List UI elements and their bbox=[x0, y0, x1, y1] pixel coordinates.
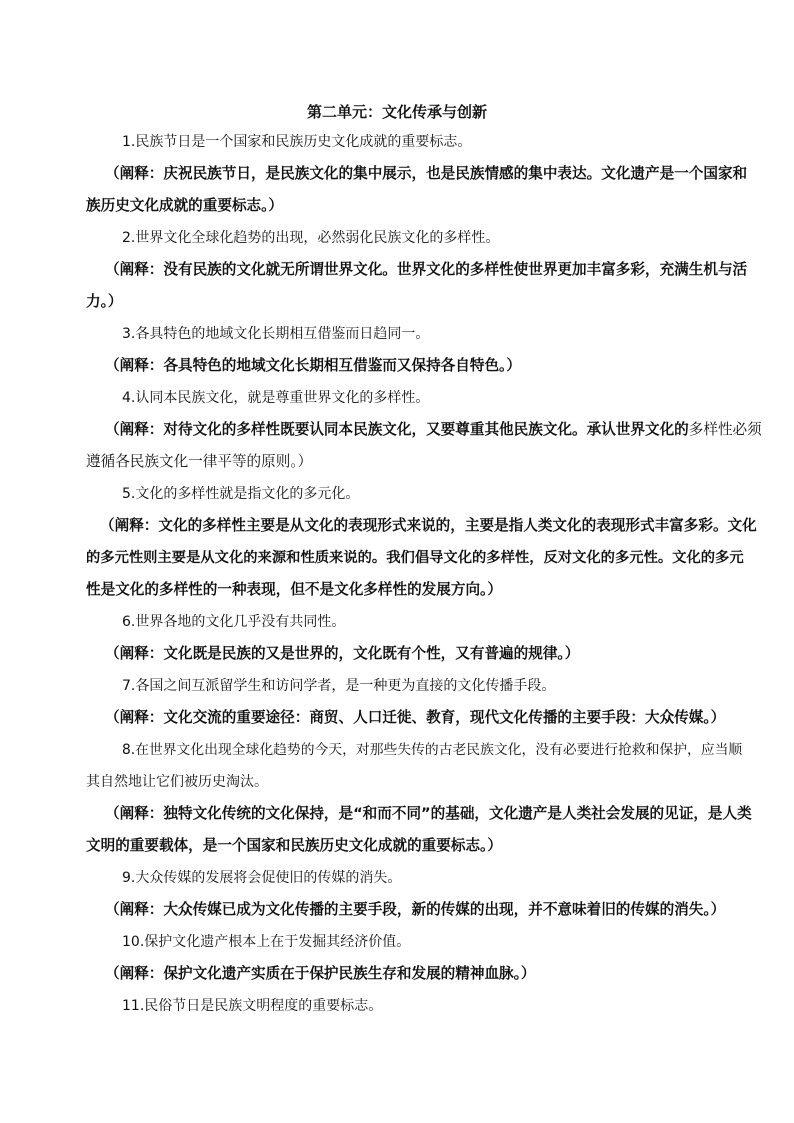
question-2: 2.世界文化全球化趋势的出现，必然弱化民族文化的多样性。 bbox=[122, 230, 500, 246]
question-1: 1.民族节日是一个国家和民族历史文化成就的重要标志。 bbox=[122, 134, 472, 150]
explanation-3: （阐释：各具特色的地域文化长期相互借鉴而又保持各自特色。） bbox=[105, 357, 521, 374]
question-5: 5.文化的多样性就是指文化的多元化。 bbox=[122, 486, 360, 502]
explanation-4-line-1 bbox=[105, 419, 762, 441]
explanation-10: （阐释：保护文化遗产实质在于保护民族生存和发展的精神血脉。） bbox=[105, 965, 536, 982]
question-11: 11.民俗节日是民族文明程度的重要标志。 bbox=[122, 998, 383, 1014]
explanation-1-line-2: 族历史文化成就的重要标志。） bbox=[86, 197, 284, 214]
question-10: 10.保护文化遗产根本上在于发掘其经济价值。 bbox=[122, 934, 411, 950]
question-8-line-1: 8.在世界文化出现全球化趋势的今天，对那些失传的古老民族文化，没有必要进行抢救和保护，应当顺 bbox=[122, 742, 743, 758]
explanation-4-line-2: 遵循各民族文化一律平等的原则。） bbox=[86, 453, 313, 470]
question-3: 3.各具特色的地域文化长期相互借鉴而日趋同一。 bbox=[122, 326, 430, 342]
explanation-2-line-2: 力。） bbox=[86, 293, 123, 310]
page-title: 第二单元：文化传承与创新 bbox=[306, 103, 487, 121]
question-8-line-2: 其自然地让它们被历史淘汰。 bbox=[86, 774, 268, 790]
question-4: 4.认同本民族文化，就是尊重世界文化的多样性。 bbox=[122, 390, 430, 406]
explanation-9: （阐释：大众传媒已成为文化传播的主要手段，新的传媒的出现，并不意味着旧的传媒的消失。） bbox=[105, 901, 726, 918]
explanation-2-line-1: （阐释：没有民族的文化就无所谓世界文化。世界文化的多样性使世界更加丰富多彩，充满生机与活 bbox=[105, 261, 748, 278]
explanation-5-line-1: （阐释：文化的多样性主要是从文化的表现形式来说的，主要是指人类文化的表现形式丰富多彩。文化 bbox=[100, 517, 757, 534]
explanation-8-line-1: （阐释：独特文化传统的文化保持，是“和而不同”的基础，文化遗产是人类社会发展的见证，是人类 bbox=[105, 805, 752, 822]
question-6: 6.世界各地的文化几乎没有共同性。 bbox=[122, 614, 346, 630]
explanation-7: （阐释：文化交流的重要途径：商贸、人口迁徙、教育，现代文化传播的主要手段：大众传媒。） bbox=[105, 709, 726, 726]
explanation-8-line-2: 文明的重要载体，是一个国家和民族历史文化成就的重要标志。） bbox=[86, 837, 502, 854]
explanation-4-line-1-regular: 多样性必须 bbox=[688, 421, 762, 438]
question-9: 9.大众传媒的发展将会促使旧的传媒的消失。 bbox=[122, 870, 402, 886]
explanation-5-line-3: 性是文化的多样性的一种表现，但不是文化多样性的发展方向。） bbox=[86, 581, 502, 598]
explanation-1-line-1: （阐释：庆祝民族节日，是民族文化的集中展示，也是民族情感的集中表达。文化遗产是一个国家和 bbox=[105, 165, 748, 182]
explanation-5-line-2: 的多元性则主要是从文化的来源和性质来说的。我们倡导文化的多样性，反对文化的多元性。文化的多元 bbox=[86, 550, 744, 566]
explanation-6: （阐释：文化既是民族的又是世界的，文化既有个性，又有普遍的规律。） bbox=[105, 645, 580, 662]
question-7: 7.各国之间互派留学生和访问学者，是一种更为直接的文化传播手段。 bbox=[122, 678, 556, 694]
explanation-4-line-1-bold: （阐释：对待文化的多样性既要认同本民族文化，又要尊重其他民族文化。承认世界文化的 bbox=[105, 421, 689, 438]
